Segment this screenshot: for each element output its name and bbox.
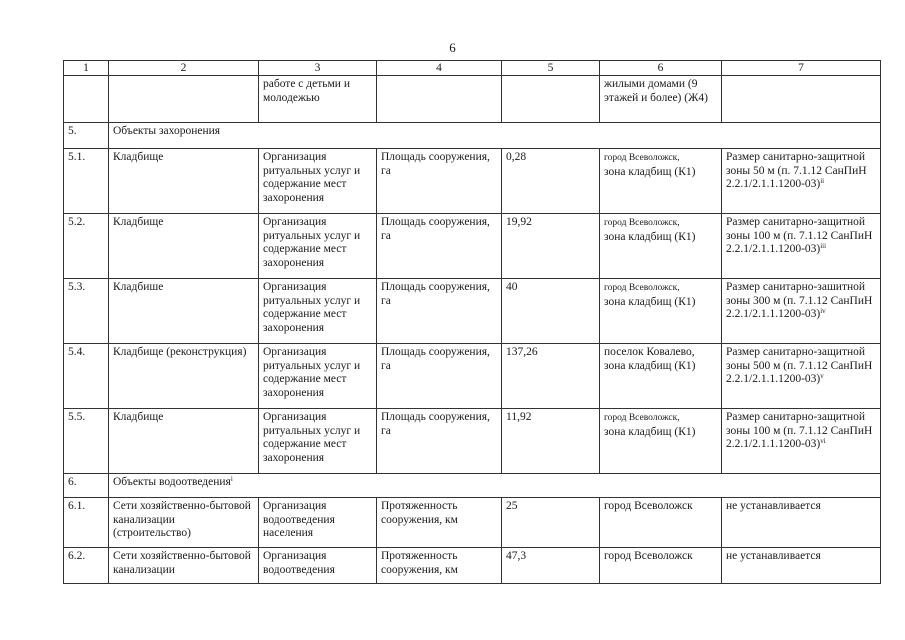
location-zone: зона кладбищ (К1) xyxy=(604,425,696,438)
table-row xyxy=(64,149,881,214)
location-zone: зона кладбищ (К1) xyxy=(604,359,696,372)
value-cell: 137,26 xyxy=(502,344,600,409)
purpose-cell: Организация водоотведения xyxy=(259,548,377,584)
parameter-cell: Площадь сооружения, га xyxy=(377,149,502,214)
purpose-cell: Организация ритуальных услуг и содержание мест захоронения xyxy=(259,149,377,214)
parameter-cell: Площадь сооружения, га xyxy=(377,214,502,279)
location-cell: город Всеволожск xyxy=(600,548,722,584)
location-zone: зона кладбищ (К1) xyxy=(604,165,696,178)
location-cell xyxy=(600,214,722,279)
parameter-cell: Протяженность сооружения, км xyxy=(377,548,502,584)
object-name: Кладбише xyxy=(109,279,259,344)
footnote-ref: iii xyxy=(820,242,827,251)
table-row xyxy=(64,344,881,409)
parameter-cell: Площадь сооружения, га xyxy=(377,279,502,344)
purpose-cell: Организация ритуальных услуг и содержание мест захоронения xyxy=(259,214,377,279)
value-cell: 25 xyxy=(502,498,600,548)
section-number: 6. xyxy=(64,474,109,498)
value-cell: 19,92 xyxy=(502,214,600,279)
footnote-ref: i xyxy=(230,475,233,483)
object-name: Кладбище xyxy=(109,214,259,279)
value-cell: 0,28 xyxy=(502,149,600,214)
table-row xyxy=(64,498,881,548)
section-row xyxy=(64,123,881,149)
object-name: Сети хозяйственно-бытовой канализации (строительство) xyxy=(109,498,259,548)
location-city: поселок Ковалево, xyxy=(604,346,695,358)
location-city: город Всеволожск, xyxy=(604,283,680,293)
zone-cell xyxy=(722,279,881,344)
column-number: 6 xyxy=(600,61,722,76)
table-row xyxy=(64,548,881,584)
purpose-cell: Организация ритуальных услуг и содержание мест захоронения xyxy=(259,279,377,344)
zone-text: Размер санитарно-защитной зоны 100 м (п. 7.1.12 СанПиН 2.2.1/2.1.1.1200-03) xyxy=(726,216,873,256)
purpose-cell: работе с детьми и молодежью xyxy=(259,76,377,123)
table-row xyxy=(64,409,881,474)
zone-cell xyxy=(722,409,881,474)
location-cell xyxy=(600,344,722,409)
continuation-row xyxy=(64,76,881,123)
parameter-cell: Площадь сооружения, га xyxy=(377,344,502,409)
footnote-ref: v xyxy=(820,372,824,381)
zone-text: Размер санитарно-защитной зоны 100 м (п. 7.1.12 СанПиН 2.2.1/2.1.1.1200-03) xyxy=(726,411,873,451)
location-cell: город Всеволожск xyxy=(600,498,722,548)
object-name: Кладбище (реконструкция) xyxy=(109,344,259,409)
location-cell xyxy=(600,279,722,344)
zone-cell: не устанавливается xyxy=(722,498,881,548)
location-zone: зона кладбищ (К1) xyxy=(604,230,696,243)
footnote-ref: iv xyxy=(820,307,826,316)
column-number: 7 xyxy=(722,61,881,76)
zone-cell xyxy=(722,344,881,409)
value-cell: 47,3 xyxy=(502,548,600,584)
object-name: Сети хозяйственно-бытовой канализации xyxy=(109,548,259,584)
location-cell xyxy=(600,409,722,474)
column-number: 4 xyxy=(377,61,502,76)
zone-cell: не устанавливается xyxy=(722,548,881,584)
object-name: Кладбище xyxy=(109,149,259,214)
location-zone: зона кладбищ (К1) xyxy=(604,295,696,308)
row-number: 5.4. xyxy=(64,344,109,409)
row-number: 5.2. xyxy=(64,214,109,279)
footnote-ref: vi xyxy=(820,437,826,446)
table-row xyxy=(64,279,881,344)
purpose-cell: Организация ритуальных услуг и содержание мест захоронения xyxy=(259,409,377,474)
section-title: Объекты захоронения xyxy=(109,123,881,149)
column-number: 2 xyxy=(109,61,259,76)
value-cell: 40 xyxy=(502,279,600,344)
page-number: 6 xyxy=(449,40,456,55)
zone-text: Размер санитарно-защитной зоны 500 м (п. 7.1.12 СанПиН 2.2.1/2.1.1.1200-03) xyxy=(726,346,873,386)
objects-table xyxy=(63,60,881,584)
location-cell xyxy=(600,149,722,214)
table-row xyxy=(64,214,881,279)
zone-text: Размер санитарно-зашитной зоны 300 м (п. 7.1.12 СанПиН 2.2.1/2.1.1.1200-03) xyxy=(726,281,873,321)
row-number: 5.1. xyxy=(64,149,109,214)
location-city: город Всеволожск, xyxy=(604,153,680,163)
row-number: 6.1. xyxy=(64,498,109,548)
zone-cell xyxy=(722,214,881,279)
section-row xyxy=(64,474,881,498)
purpose-cell: Организация водоотведения населения xyxy=(259,498,377,548)
section-title: Объекты водоотведения xyxy=(113,476,231,488)
parameter-cell: Площадь сооружения, га xyxy=(377,409,502,474)
row-number: 5.3. xyxy=(64,279,109,344)
location-city: город Всеволожск, xyxy=(604,218,680,228)
location-city: город Всеволожск, xyxy=(604,413,680,423)
section-number: 5. xyxy=(64,123,109,149)
column-number: 3 xyxy=(259,61,377,76)
row-number: 6.2. xyxy=(64,548,109,584)
column-number-row xyxy=(64,61,881,76)
zone-cell xyxy=(722,149,881,214)
value-cell: 11,92 xyxy=(502,409,600,474)
object-name: Кладбище xyxy=(109,409,259,474)
column-number: 1 xyxy=(64,61,109,76)
row-number: 5.5. xyxy=(64,409,109,474)
column-number: 5 xyxy=(502,61,600,76)
zone-text: Размер санитарно-защитной зоны 50 м (п. 7.1.12 СанПиН 2.2.1/2.1.1.1200-03) xyxy=(726,151,867,191)
footnote-ref: ii xyxy=(820,177,825,186)
parameter-cell: Протяженность сооружения, км xyxy=(377,498,502,548)
purpose-cell: Организация ритуальных услуг и содержание мест захоронения xyxy=(259,344,377,409)
section-title-cell xyxy=(109,474,881,498)
location-cell: жилыми домами (9 этажей и более) (Ж4) xyxy=(600,76,722,123)
